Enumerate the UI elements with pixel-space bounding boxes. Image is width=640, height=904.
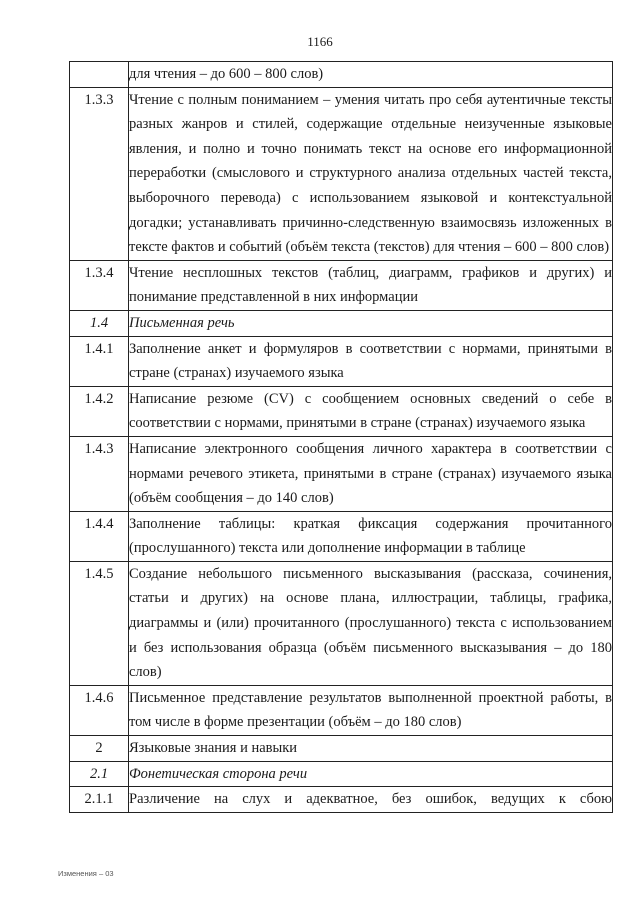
row-number: 1.4.4 xyxy=(70,511,129,561)
row-text: Написание резюме (CV) с сообщением основных сведений о себе в соответствии с нормами, принятыми в стране (странах) изучаемого языка xyxy=(129,386,613,436)
table-row xyxy=(70,436,613,511)
section-row xyxy=(70,310,613,336)
section-row xyxy=(70,736,613,762)
content-table xyxy=(69,61,613,813)
table-row xyxy=(70,336,613,386)
row-text: Письменное представление результатов выполненной проектной работы, в том числе в форме презентации (объём – до 180 слов) xyxy=(129,685,613,735)
row-number: 1.4.3 xyxy=(70,436,129,511)
row-number: 1.3.3 xyxy=(70,87,129,260)
row-text: Создание небольшого письменного высказывания (рассказа, сочинения, статьи и других) на основе плана, иллюстрации, таблицы, графика, диаграммы и (или) прочитанного (прослушанного) текста с использованием и без использования образца (объём письменного высказывания – до 180 слов) xyxy=(129,561,613,685)
row-number: 1.4.5 xyxy=(70,561,129,685)
table-row xyxy=(70,62,613,88)
table-row xyxy=(70,561,613,685)
table-row xyxy=(70,685,613,735)
row-text: Чтение с полным пониманием – умения читать про себя аутентичные тексты разных жанров и стилей, содержащие отдельные неизученные языковые явления, и полно и точно понимать текст на основе его информационной переработки (смыслового и структурного анализа отдельных частей текста, выборочного перевода) с использованием языковой и контекстуальной догадки; устанавливать причинно-следственную взаимосвязь изложенных в тексте фактов и событий (объём текста (текстов) для чтения – 600 – 800 слов) xyxy=(129,87,613,260)
row-number: 1.3.4 xyxy=(70,260,129,310)
section-row xyxy=(70,761,613,787)
row-text: Заполнение таблицы: краткая фиксация содержания прочитанного (прослушанного) текста или дополнение информации в таблице xyxy=(129,511,613,561)
row-text: Заполнение анкет и формуляров в соответствии с нормами, принятыми в стране (странах) изучаемого языка xyxy=(129,336,613,386)
row-text: Чтение несплошных текстов (таблиц, диаграмм, графиков и других) и понимание представленной в них информации xyxy=(129,260,613,310)
table-row xyxy=(70,386,613,436)
row-text: Написание электронного сообщения личного характера в соответствии с нормами речевого этикета, принятыми в стране (странах) изучаемого языка (объём сообщения – до 140 слов) xyxy=(129,436,613,511)
section-title: Письменная речь xyxy=(129,310,613,336)
section-number: 2 xyxy=(70,736,129,762)
row-number: 1.4.1 xyxy=(70,336,129,386)
row-number: 1.4.6 xyxy=(70,685,129,735)
row-number xyxy=(70,62,129,88)
section-number: 2.1 xyxy=(70,761,129,787)
table-row xyxy=(70,787,613,813)
table-row xyxy=(70,511,613,561)
footer-note: Изменения – 03 xyxy=(58,869,114,878)
page-number: 1166 xyxy=(307,34,333,49)
section-title: Фонетическая сторона речи xyxy=(129,761,613,787)
row-text: Различение на слух и адекватное, без ошибок, ведущих к сбою xyxy=(129,787,613,813)
section-title: Языковые знания и навыки xyxy=(129,736,613,762)
table-row xyxy=(70,87,613,260)
row-number: 1.4.2 xyxy=(70,386,129,436)
row-text: для чтения – до 600 – 800 слов) xyxy=(129,62,613,88)
section-number: 1.4 xyxy=(70,310,129,336)
table-row xyxy=(70,260,613,310)
row-number: 2.1.1 xyxy=(70,787,129,813)
